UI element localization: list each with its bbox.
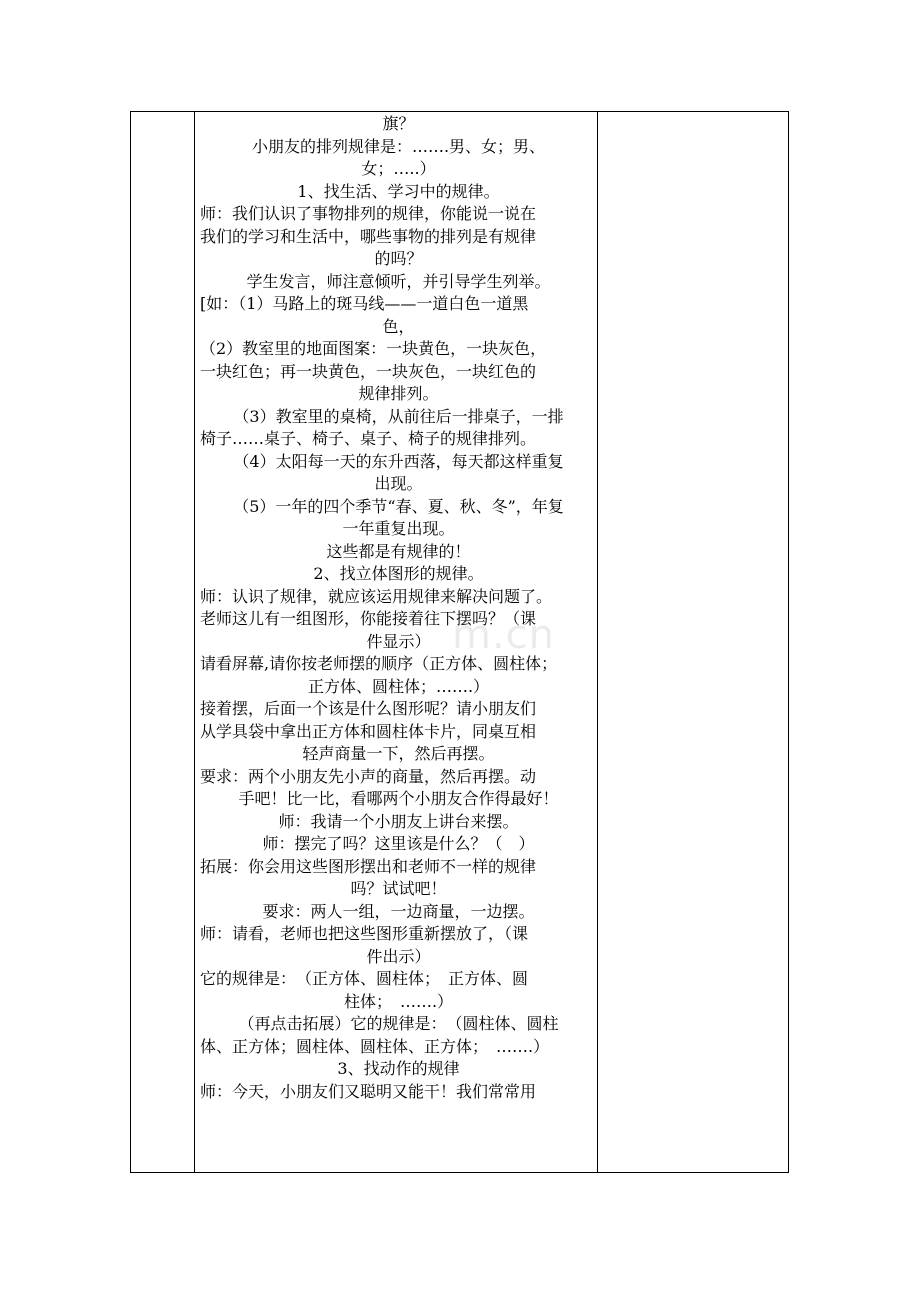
text-line: 吗？试试吧！ (350, 879, 447, 898)
text-line: 旗？ (382, 114, 415, 133)
text-line: 师：请看，老师也把这些图形重新摆放了，（课 (200, 924, 529, 943)
text-line: 要求：两个小朋友先小声的商量，然后再摆。动 (200, 766, 537, 786)
text-line: 一块红色；再一块黄色，一块灰色，一块红色的 (200, 361, 537, 381)
text-line: 它的规律是： （正方体、圆柱体； 正方体、圆 (200, 969, 529, 988)
text-line: 师：认识了规律，就应该运用规律来解决问题了。 (200, 586, 553, 606)
text-line: 1、找生活、学习中的规律。 (297, 181, 500, 201)
text-line: （再点击拓展）它的规律是： （圆柱体、圆柱 (238, 1014, 559, 1033)
text-line: 拓展：你会用这些图形摆出和老师不一样的规律 (200, 856, 537, 876)
text-line: （3）教室里的桌椅，从前往后一排桌子，一排 (233, 406, 564, 426)
text-line: 件出示） (366, 946, 431, 966)
text-line: 手吧！比一比，看哪两个小朋友合作得最好！ (238, 789, 559, 808)
text-line: 老师这儿有一组图形，你能接着往下摆吗？（课 (200, 609, 537, 628)
table-right-border (788, 111, 789, 1173)
text-line: [如：（1）马路上的斑马线——一道白色一道黑 (200, 294, 529, 313)
text-line: 出现。 (374, 474, 423, 493)
text-line: 从学具袋中拿出正方体和圆柱体卡片，同桌互相 (200, 721, 537, 741)
lesson-plan-table (130, 111, 789, 1173)
text-line: 师：摆完了吗？这里该是什么？（ ） (262, 834, 535, 853)
text-line: 规律排列。 (358, 384, 439, 403)
text-line: 学生发言，师注意倾听，并引导学生列举。 (246, 271, 551, 291)
text-line: （5）一年的四个季节“春、夏、秋、冬”，年复 (233, 496, 564, 516)
text-line: 我们的学习和生活中，哪些事物的排列是有规律 (200, 226, 537, 246)
text-line: 色， (382, 316, 415, 336)
text-line: 椅子……桌子、椅子、桌子、椅子的规律排列。 (200, 429, 537, 448)
text-line: 师：今天，小朋友们又聪明又能干！我们常常用 (200, 1081, 537, 1101)
text-line: 体、正方体；圆柱体、圆柱体、正方体； …….） (200, 1036, 550, 1056)
text-line: 3、找动作的规律 (337, 1059, 460, 1078)
text-line: 要求：两人一组，一边商量，一边摆。 (262, 901, 535, 921)
text-line: （2）教室里的地面图案：一块黄色，一块灰色， (200, 339, 547, 358)
column-divider-2 (597, 111, 598, 1173)
text-line: 轻声商量一下，然后再摆。 (302, 744, 495, 763)
text-line: 师：我们认识了事物排列的规律，你能说一说在 (200, 204, 537, 223)
text-line: 一年重复出现。 (342, 519, 455, 538)
text-line: 师：我请一个小朋友上讲台来摆。 (278, 811, 519, 831)
text-line: 接着摆，后面一个该是什么图形呢？请小朋友们 (200, 699, 537, 718)
table-left-border (130, 111, 131, 1173)
watermark: m.cn (452, 612, 556, 658)
text-line: 请看屏幕,请你按老师摆的顺序（正方体、圆柱体； (200, 654, 558, 673)
text-line: 女；…..） (361, 159, 436, 178)
text-line: 2、找立体图形的规律。 (313, 564, 484, 583)
text-line: 这些都是有规律的！ (326, 541, 471, 561)
text-line: 柱体； …….） (343, 991, 454, 1011)
text-line: （4）太阳每一天的东升西落，每天都这样重复 (233, 451, 564, 471)
column-divider-1 (194, 111, 195, 1173)
teaching-process-column (200, 111, 597, 1173)
text-line: 件显示） (366, 631, 431, 651)
text-line: 小朋友的排列规律是：…….男、女；男、 (251, 136, 546, 156)
text-line: 正方体、圆柱体；…….） (307, 676, 490, 696)
text-line: 的吗？ (374, 249, 423, 268)
